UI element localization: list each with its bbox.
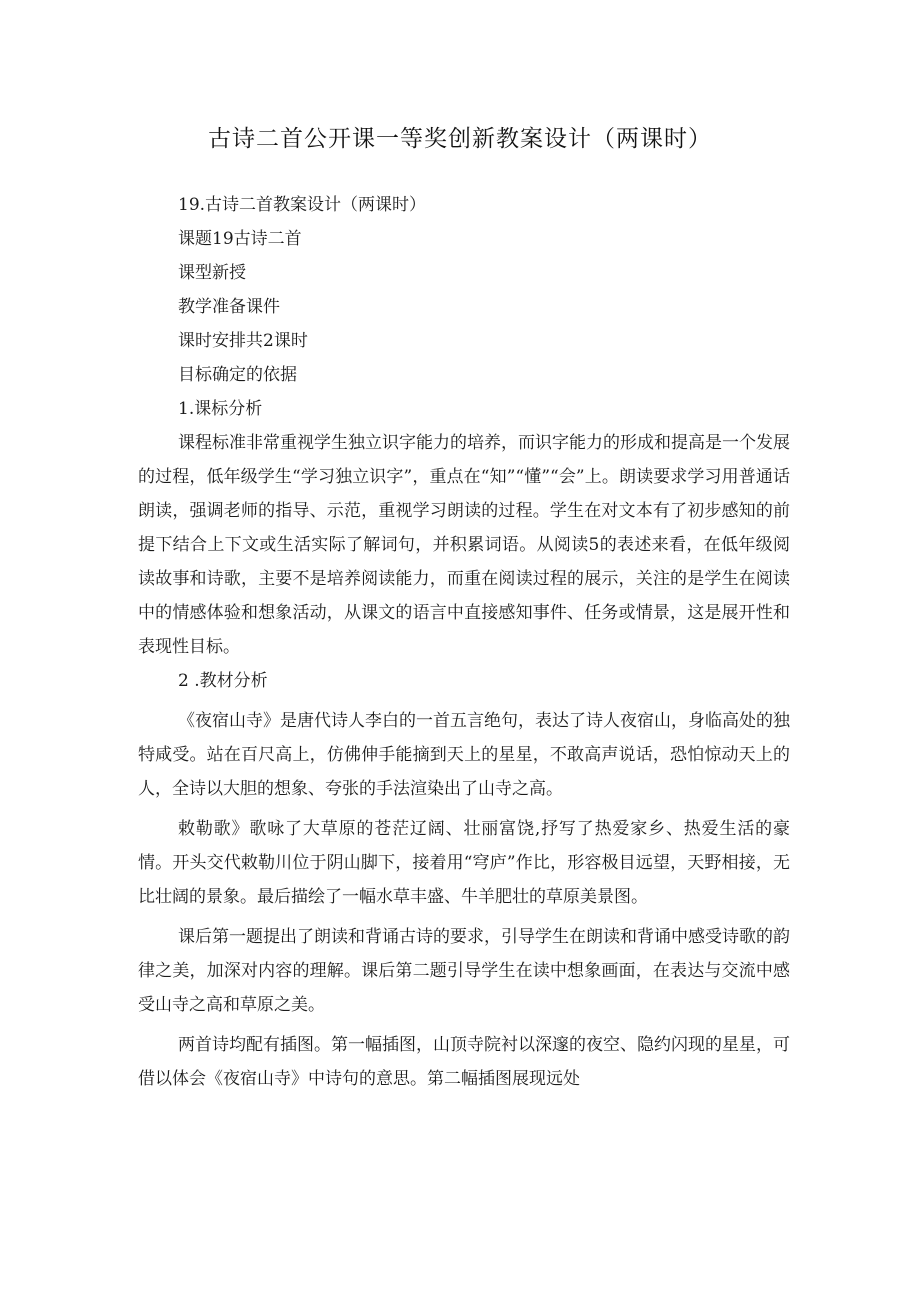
class-hours: 课时安排共2课时 <box>178 331 308 351</box>
section-heading-curriculum: 1.课标分析 <box>178 399 263 419</box>
textbook-paragraph-4: 两首诗均配有插图。第一幅插图，山顶寺院衬以深邃的夜空、隐约闪现的星星，可借以体会《夜宿山寺》中诗句的意思。第二幅插图展现远处 <box>138 1035 790 1089</box>
textbook-paragraph-1: 《夜宿山寺》是唐代诗人李白的一首五言绝句，表达了诗人夜宿山，身临高处的独特咸受。站在百尺高上，仿佛伸手能摘到天上的星星，不敢高声说话，恐怕惊动天上的人，全诗以大胆的想象、夸张的手法渲染出了山寺之高。 <box>138 711 790 799</box>
objective-basis-heading: 目标确定的依据 <box>178 365 297 385</box>
lesson-topic: 课题19古诗二首 <box>178 229 302 249</box>
section-heading-textbook: 2 .教材分析 <box>178 671 268 691</box>
document-title: 古诗二首公开课一等奖创新教案设计（两课时） <box>208 126 712 152</box>
curriculum-analysis-paragraph: 课程标准非常重视学生独立识字能力的培养，而识字能力的形成和提高是一个发展的过程，低年级学生“学习独立识字”，重点在“知”“懂”“会”上。朗读要求学习用普通话朗读，强调老师的指导、示范，重视学习朗读的过程。学生在对文本有了初步感知的前提下结合上下文或生活实际了解词句，并积累词语。从阅读5的表述来看，在低年级阅读故事和诗歌，主要不是培养阅读能力，而重在阅读过程的展示，关注的是学生在阅读中的情感体验和想象活动，从课文的语言中直接感知事件、任务或情景，这是展开性和表现性目标。 <box>138 433 790 657</box>
lesson-heading: 19.古诗二首教案设计（两课时） <box>178 195 427 215</box>
textbook-paragraph-2: 敕勒歌》歌咏了大草原的苍茫辽阔、壮丽富饶,抒写了热爱家乡、热爱生活的豪情。开头交代敕勒川位于阴山脚下，接着用“穹庐”作比，形容极目远望，天野相接，无比壮阔的景象。最后描绘了一幅水草丰盛、牛羊肥壮的草原美景图。 <box>138 819 790 907</box>
lesson-type: 课型新授 <box>178 263 246 283</box>
textbook-paragraph-3: 课后第一题提出了朗读和背诵古诗的要求，引导学生在朗读和背诵中感受诗歌的韵律之美，加深对内容的理解。课后第二题引导学生在读中想象画面，在表达与交流中感受山寺之高和草原之美。 <box>138 927 790 1015</box>
document-body <box>138 188 790 1096</box>
teaching-preparation: 教学准备课件 <box>178 297 280 317</box>
